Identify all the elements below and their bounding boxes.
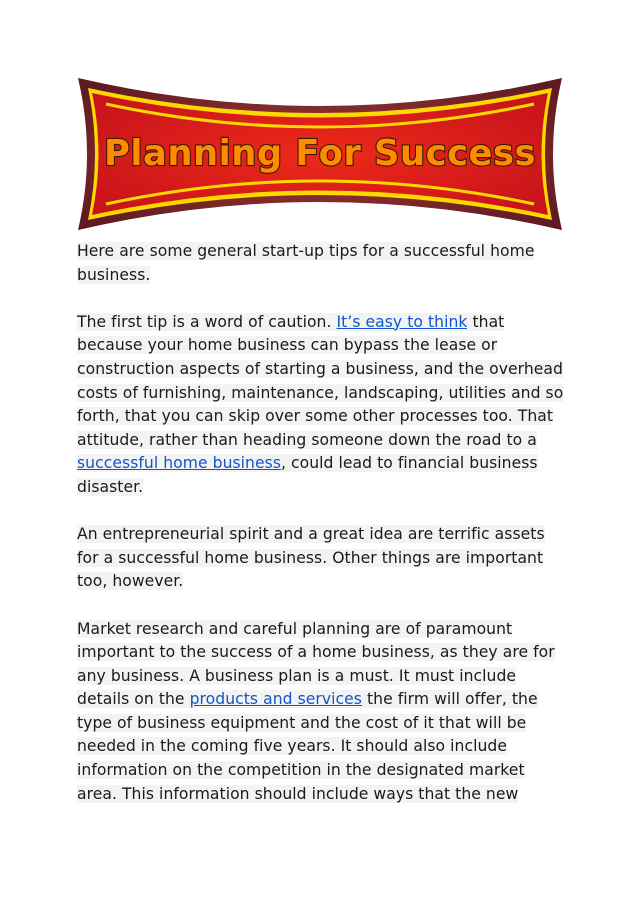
inline-link[interactable]: products and services	[189, 690, 362, 709]
text-segment: The first tip is a word of caution.	[77, 312, 337, 331]
inline-link[interactable]: It’s easy to think	[336, 312, 468, 331]
banner-image	[78, 76, 562, 232]
inline-link[interactable]: successful home business	[77, 454, 281, 473]
text-segment: , could lead to financial business disaster.	[77, 454, 538, 496]
text-segment: Here are some general start-up tips for a successful home business.	[77, 242, 535, 284]
paragraph-3	[77, 523, 567, 594]
banner-title: Planning For Success	[104, 133, 536, 174]
article-body	[77, 240, 567, 830]
paragraph-1	[77, 240, 567, 287]
text-segment: Market research and careful planning are of paramount important to the success of a home business, as they are for any business. A business plan is a must. It must include details on the	[77, 619, 555, 709]
paragraph-4	[77, 618, 567, 807]
text-segment: that because your home business can bypass the lease or construction aspects of starting a business, and the overhead costs of furnishing, maintenance, landscaping, utilities and so forth, that you can skip over some other processes too. That attitude, rather than heading someone down the road to a	[77, 312, 564, 449]
banner-graphic	[78, 76, 562, 232]
paragraph-2	[77, 311, 567, 500]
text-segment: An entrepreneurial spirit and a great idea are terrific assets for a successful home business. Other things are important too, however.	[77, 525, 545, 591]
text-segment: the firm will offer, the type of business equipment and the cost of it that will be needed in the coming five years. It should also include information on the competition in the designated market area. This information should include ways that the new	[77, 690, 538, 803]
